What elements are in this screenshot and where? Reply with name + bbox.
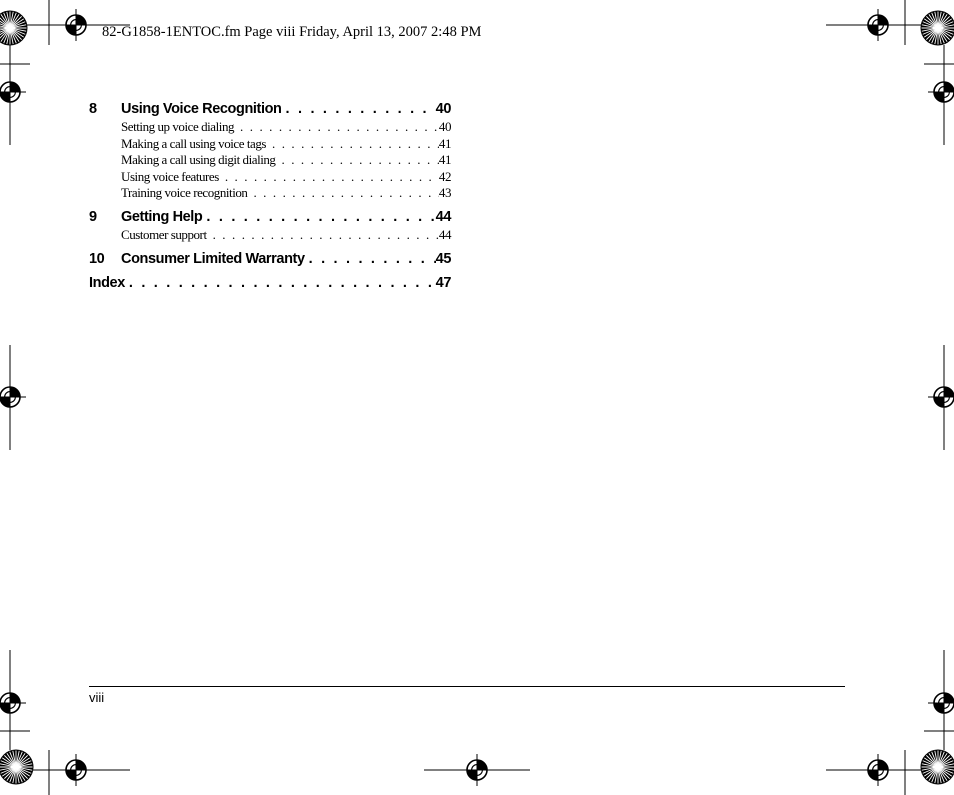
section-title: Training voice recognition <box>121 185 248 201</box>
section-title: Customer support <box>121 226 207 242</box>
toc-section[interactable] <box>121 227 451 244</box>
toc-index[interactable] <box>89 274 451 292</box>
chapter-number: 8 <box>89 101 97 117</box>
chapter-number: 10 <box>89 250 105 267</box>
toc-section[interactable] <box>121 185 451 202</box>
toc-chapter-9[interactable] <box>89 208 451 226</box>
chapter-8-sections <box>89 119 451 202</box>
chapter-title: Getting Help <box>121 208 203 225</box>
chapter-page: 45 <box>435 250 451 267</box>
toc-section[interactable] <box>121 152 451 169</box>
toc-chapter-8[interactable] <box>89 100 451 118</box>
index-title: Index <box>89 274 125 291</box>
section-page: 41 <box>438 152 451 168</box>
dot-leader <box>305 250 436 268</box>
section-page: 43 <box>438 185 451 201</box>
footer-rule <box>89 686 845 687</box>
dot-leader <box>276 152 439 169</box>
chapter-title: Consumer Limited Warranty <box>121 250 305 267</box>
dot-leader <box>266 136 439 153</box>
section-title: Using voice features <box>121 168 219 184</box>
index-page: 47 <box>435 274 451 291</box>
toc-section[interactable] <box>121 169 451 186</box>
dot-leader <box>202 208 435 226</box>
section-title: Making a call using voice tags <box>121 135 266 151</box>
section-title: Making a call using digit dialing <box>121 152 276 168</box>
section-page: 41 <box>438 135 451 151</box>
section-page: 40 <box>438 119 451 134</box>
dot-leader <box>282 100 436 118</box>
section-page: 42 <box>438 168 451 184</box>
page-folio: viii <box>89 690 105 705</box>
toc-section[interactable] <box>121 119 451 136</box>
section-page: 44 <box>438 226 451 242</box>
chapter-number: 9 <box>89 208 97 225</box>
toc-section[interactable] <box>121 136 451 153</box>
table-of-contents <box>89 100 451 292</box>
dot-leader <box>234 119 439 136</box>
chapter-page: 44 <box>435 208 451 225</box>
dot-leader <box>247 185 438 202</box>
chapter-title: Using Voice Recognition <box>121 101 282 117</box>
toc-chapter-10[interactable] <box>89 250 451 268</box>
section-title: Setting up voice dialing <box>121 119 235 134</box>
chapter-page: 40 <box>435 101 451 117</box>
file-slug: 82-G1858-1ENTOC.fm Page viii Friday, April 13, 2007 2:48 PM <box>102 24 482 40</box>
dot-leader <box>207 227 439 244</box>
dot-leader <box>125 274 436 292</box>
dot-leader <box>219 169 439 186</box>
chapter-9-sections <box>89 227 451 244</box>
